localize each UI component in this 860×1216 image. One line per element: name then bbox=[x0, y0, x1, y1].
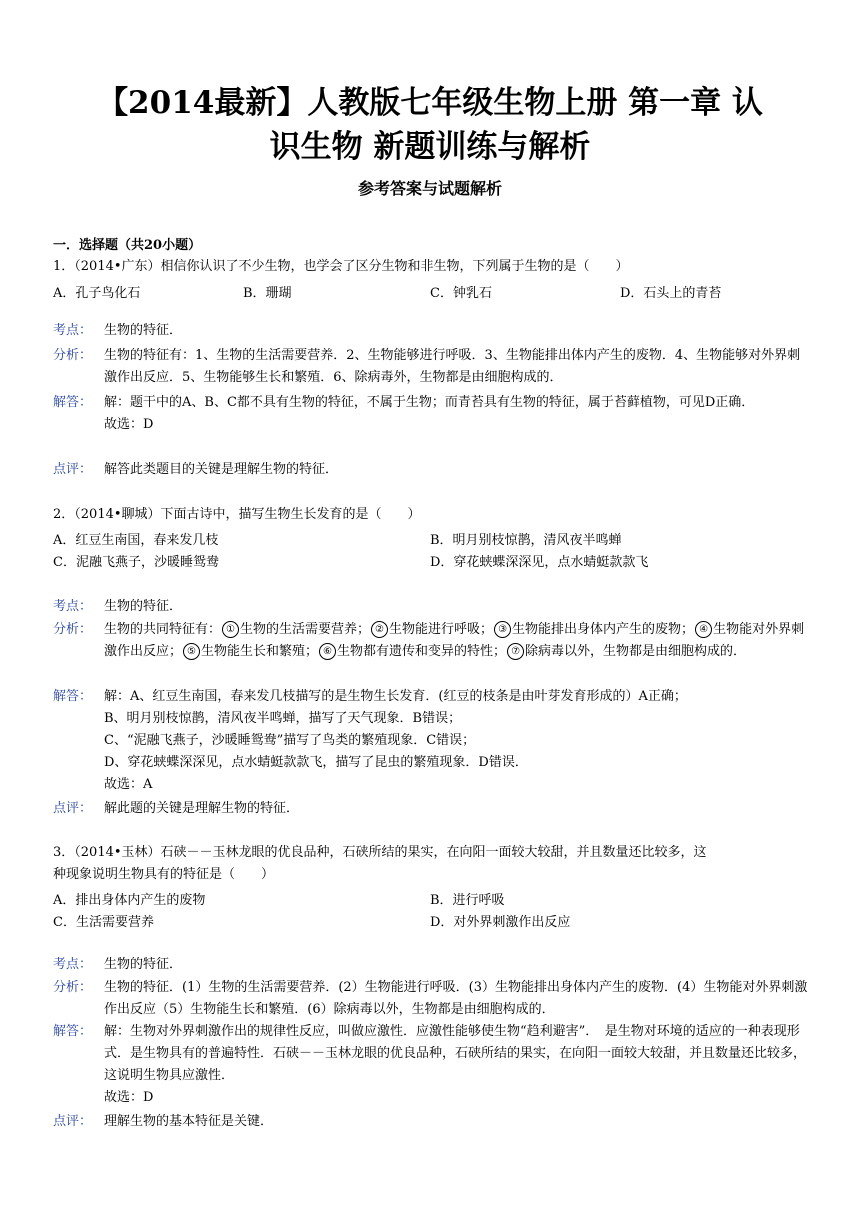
question-2-option-b: B．明月别枝惊鹊，清风夜半鸣蝉 bbox=[430, 533, 622, 548]
q1-dianping-label: 点评： bbox=[53, 462, 93, 477]
circled-number-1: ① bbox=[222, 621, 239, 638]
circled-number-5: ⑤ bbox=[183, 643, 200, 660]
q3-jieda-text: 解：生物对外界刺激作出的规律性反应，叫做应激性．应激性能够使生物“趋利避害”． 是生物对环境的适应的一种表现形式．是生物具有的普遍特性．石硖－－玉林龙眼的优良品种，石硖所结的果实，在向阳一面较大较甜，并且数量还比较多，这说明生物具应激性． bbox=[104, 1024, 807, 1083]
q1-choice: 故选：D bbox=[104, 417, 154, 432]
question-1-option-b: B．珊瑚 bbox=[243, 286, 292, 301]
q2-jieda-line-d: D、穿花蛱蝶深深见，点水蜻蜓款款飞，描写了昆虫的繁殖现象．D错误． bbox=[104, 755, 528, 770]
document-title-line1: 【2014最新】人教版七年级生物上册 第一章 认 bbox=[97, 85, 763, 121]
circled-number-3: ③ bbox=[494, 621, 511, 638]
q1-kaodian-label: 考点： bbox=[53, 323, 93, 338]
question-1-option-c: C．钟乳石 bbox=[430, 286, 492, 301]
q3-kaodian-label: 考点： bbox=[53, 957, 93, 972]
question-2-option-c: C．泥融飞燕子，沙暖睡鸳鸯 bbox=[53, 555, 219, 570]
question-3-option-c: C．生活需要营养 bbox=[53, 915, 154, 930]
section-heading: 一．选择题（共20小题） bbox=[53, 238, 202, 253]
question-3-stem-line1: 3．（2014•玉林）石硖－－玉林龙眼的优良品种，石硖所结的果实，在向阳一面较大较甜，并且数量还比较多，这 bbox=[53, 845, 707, 860]
q1-jieda-text: 解：题干中的A、B、C都不具有生物的特征，不属于生物；而青苔具有生物的特征，属于苔藓植物，可见D正确． bbox=[104, 395, 755, 410]
q2-jieda-line-b: B、明月别枝惊鹊，清风夜半鸣蝉，描写了天气现象．B错误； bbox=[104, 711, 462, 726]
q2-fenxi-text: 生物的共同特征有： ① 生物的生活需要营养； ② 生物能进行呼吸； ③ 生物能排出身体内产生的废物； ④ 生物能对外界刺激作出反应； ⑤ 生物能生长和繁殖； ⑥ 生物都有遗传和变异的特性； ⑦ 除病毒以外，生物都是由细胞构成的． bbox=[104, 622, 805, 659]
q1-fenxi-label: 分析： bbox=[53, 348, 93, 363]
question-2-option-d: D．穿花蛱蝶深深见，点水蜻蜓款款飞 bbox=[430, 555, 649, 570]
q2-jieda-block bbox=[104, 686, 810, 796]
q1-jieda-label: 解答： bbox=[53, 395, 93, 410]
question-1-option-d: D．石头上的青苔 bbox=[620, 286, 722, 301]
q3-jieda-label: 解答： bbox=[53, 1024, 93, 1039]
document-subtitle: 参考答案与试题解析 bbox=[357, 179, 502, 198]
circled-number-7: ⑦ bbox=[507, 643, 524, 660]
question-1-stem: 1．（2014•广东）相信你认识了不少生物，也学会了区分生物和非生物，下列属于生物的是（ ） bbox=[53, 259, 629, 274]
question-2-stem: 2．（2014•聊城）下面古诗中，描写生物生长发育的是（ ） bbox=[53, 507, 421, 522]
q3-dianping-label: 点评： bbox=[53, 1114, 93, 1129]
q1-fenxi-text: 生物的特征有：1、生物的生活需要营养．2、生物能够进行呼吸．3、生物能排出体内产生的废物．4、生物能够对外界刺激作出反应．5、生物能够生长和繁殖．6、除病毒外，生物都是由细胞构成的． bbox=[104, 348, 801, 385]
q3-fenxi-label: 分析： bbox=[53, 980, 93, 995]
q2-dianping-label: 点评： bbox=[53, 801, 93, 816]
q3-choice: 故选：D bbox=[104, 1090, 154, 1105]
q2-jieda-line-c: C、“泥融飞燕子，沙暖睡鸳鸯”描写了鸟类的繁殖现象．C错误； bbox=[104, 733, 476, 748]
q1-jieda-block bbox=[104, 392, 810, 436]
circled-number-4: ④ bbox=[695, 621, 712, 638]
question-1-option-a: A．孔子鸟化石 bbox=[53, 286, 141, 301]
q2-fenxi-label: 分析： bbox=[53, 622, 93, 637]
q2-kaodian-label: 考点： bbox=[53, 599, 93, 614]
q2-jieda-label: 解答： bbox=[53, 689, 93, 704]
circled-number-6: ⑥ bbox=[319, 643, 336, 660]
q1-dianping-text: 解答此类题目的关键是理解生物的特征． bbox=[104, 462, 339, 477]
q2-jieda-line-a: 解：A、红豆生南国，春来发几枝描写的是生物生长发育．(红豆的枝条是由叶芽发育形成的）A正确； bbox=[104, 689, 687, 704]
question-3-option-a: A．排出身体内产生的废物 bbox=[53, 893, 206, 908]
q3-dianping-text: 理解生物的基本特征是关键． bbox=[104, 1114, 274, 1129]
q3-kaodian-text: 生物的特征． bbox=[104, 957, 183, 972]
question-3-option-b: B．进行呼吸 bbox=[430, 893, 505, 908]
q2-dianping-text: 解此题的关键是理解生物的特征． bbox=[104, 801, 300, 816]
q2-kaodian-text: 生物的特征． bbox=[104, 599, 183, 614]
q3-jieda-block bbox=[104, 1021, 810, 1109]
q1-kaodian-text: 生物的特征． bbox=[104, 323, 183, 338]
question-2-option-a: A．红豆生南国，春来发几枝 bbox=[53, 533, 219, 548]
question-3-option-d: D．对外界刺激作出反应 bbox=[430, 915, 571, 930]
q2-choice: 故选：A bbox=[104, 777, 153, 792]
q3-fenxi-text: 生物的特征．(1）生物的生活需要营养．(2）生物能进行呼吸．(3）生物能排出身体内产生的废物．(4）生物能对外界刺激作出反应（5）生物能生长和繁殖．(6）除病毒以外，生物都是由细胞构成的． bbox=[104, 980, 808, 1017]
question-3-stem-line2: 种现象说明生物具有的特征是（ ） bbox=[53, 867, 275, 882]
circled-number-2: ② bbox=[371, 621, 388, 638]
document-title-line2: 识生物 新题训练与解析 bbox=[269, 129, 591, 165]
